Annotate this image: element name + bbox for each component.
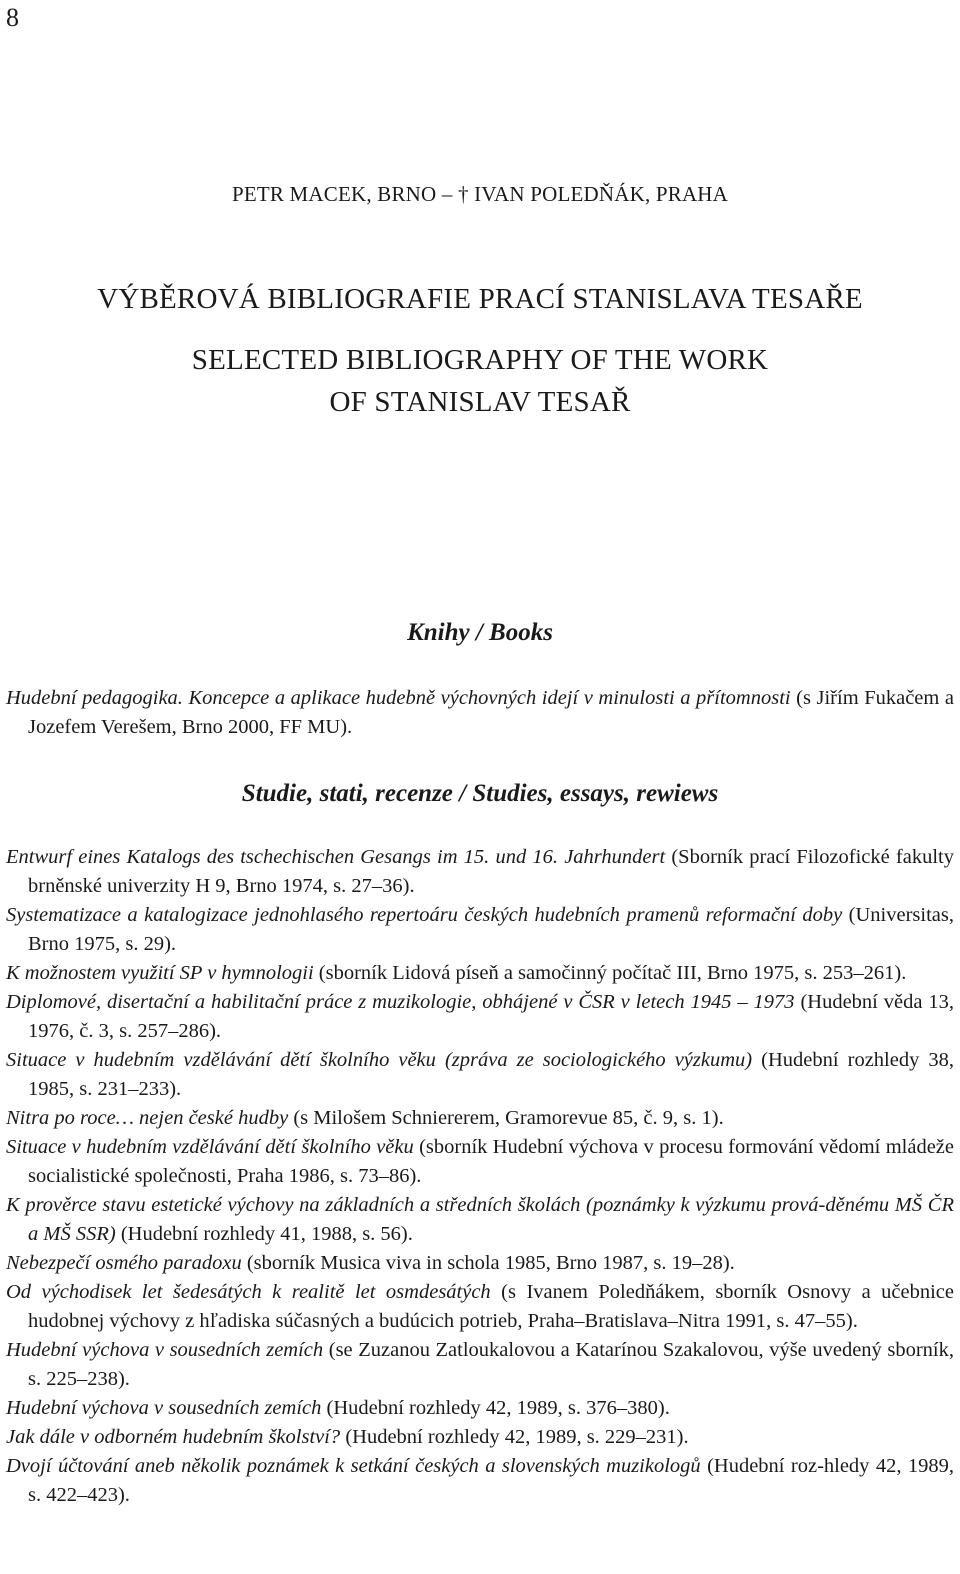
- page-number: 8: [6, 3, 19, 32]
- entry-title: Systematizace a katalogizace jednohlasého repertoáru českých hudebních pramenů reformační doby: [6, 904, 843, 926]
- study-entry: [6, 1278, 954, 1336]
- study-entry: [6, 988, 954, 1046]
- study-entry: [6, 901, 954, 959]
- entry-details: (Universitas, Brno 1975, s. 29).: [28, 904, 954, 955]
- study-entry: [6, 1423, 954, 1452]
- study-entry: [6, 1046, 954, 1104]
- entry-details: (Hudební rozhledy 38, 1985, s. 231–233).: [28, 1049, 954, 1100]
- entry-title: Od východisek let šedesátých k realitě let osmdesátých: [6, 1281, 491, 1303]
- entry-title: Situace v hudebním vzdělávání dětí školního věku (zpráva ze sociologického výzkumu): [6, 1049, 753, 1071]
- books-heading: Knihy / Books: [407, 619, 553, 646]
- entry-details: (s Ivanem Poledňákem, sborník Osnovy a učebnice hudobnej výchovy z hľadiska súčasných a budúcich potrieb, Praha–Bratislava–Nitra 1991, s. 47–55).: [28, 1281, 954, 1332]
- entry-title: K prověrce stavu estetické výchovy na základních a středních školách (poznámky k výzkumu prová-děnému MŠ ČR a MŠ SSR): [6, 1194, 954, 1245]
- authors-line: PETR MACEK, BRNO – † IVAN POLEDŇÁK, PRAHA: [231, 182, 729, 206]
- study-entry: [6, 1191, 954, 1249]
- entry-title: Dvojí účtování aneb několik poznámek k setkání českých a slovenských muzikologů: [6, 1455, 701, 1477]
- study-entry: [6, 1452, 954, 1510]
- books-list: [6, 684, 954, 742]
- title-czech: VÝBĚROVÁ BIBLIOGRAFIE PRACÍ STANISLAVA TESAŘE: [97, 283, 863, 315]
- entry-details: (Hudební věda 13, 1976, č. 3, s. 257–286).: [28, 991, 954, 1042]
- entry-title: Diplomové, disertační a habilitační práce z muzikologie, obhájené v ČSR v letech 1945 – 1973: [6, 991, 795, 1013]
- studies-heading: Studie, stati, recenze / Studies, essays, rewiews: [241, 780, 719, 807]
- title-english: [0, 339, 960, 423]
- study-entry: [6, 1336, 954, 1394]
- entry-title: Nitra po roce… nejen české hudby: [6, 1107, 289, 1129]
- entry-details: (Hudební rozhledy 41, 1988, s. 56).: [115, 1223, 413, 1245]
- entry-details: (Hudební rozhledy 42, 1989, s. 229–231).: [340, 1426, 689, 1448]
- entry-details: (sborník Hudební výchova v procesu formování vědomí mládeže socialistické společnosti, Praha 1986, s. 73–86).: [28, 1136, 955, 1187]
- entry-details: (s Jiřím Fukačem a Jozefem Verešem, Brno 2000, FF MU).: [28, 687, 954, 738]
- entry-details: (Hudební roz-hledy 42, 1989, s. 422–423).: [28, 1455, 954, 1506]
- entry-details: (s Milošem Schniererem, Gramorevue 85, č. 9, s. 1).: [288, 1107, 724, 1129]
- entry-title: Situace v hudebním vzdělávání dětí školního věku: [6, 1136, 414, 1158]
- study-entry: [6, 1133, 954, 1191]
- title-english-line-1: SELECTED BIBLIOGRAPHY OF THE WORK: [191, 344, 769, 376]
- study-entry: [6, 959, 954, 988]
- entry-details: (sborník Lidová píseň a samočinný počítač III, Brno 1975, s. 253–261).: [313, 962, 907, 984]
- entry-details: (Hudební rozhledy 42, 1989, s. 376–380).: [321, 1397, 670, 1419]
- studies-list: [6, 843, 954, 1510]
- entry-title: Hudební pedagogika. Koncepce a aplikace hudebně výchovných idejí v minulosti a přítomnosti: [6, 687, 791, 709]
- title-english-line-2: OF STANISLAV TESAŘ: [329, 386, 631, 418]
- entry-title: Hudební výchova v sousedních zemích: [6, 1339, 324, 1361]
- study-entry: [6, 1249, 954, 1278]
- entry-details: (sborník Musica viva in schola 1985, Brno 1987, s. 19–28).: [241, 1252, 735, 1274]
- book-entry: [6, 684, 954, 742]
- study-entry: [6, 1104, 954, 1133]
- study-entry: [6, 1394, 954, 1423]
- entry-title: Entwurf eines Katalogs des tschechischen Gesangs im 15. und 16. Jahrhundert: [6, 846, 666, 868]
- entry-title: Nebezpečí osmého paradoxu: [6, 1252, 242, 1274]
- entry-title: Hudební výchova v sousedních zemích: [6, 1397, 322, 1419]
- study-entry: [6, 843, 954, 901]
- entry-details: (se Zuzanou Zatloukalovou a Katarínou Szakalovou, výše uvedený sborník, s. 225–238).: [28, 1339, 954, 1390]
- entry-title: Jak dále v odborném hudebním školství?: [6, 1426, 341, 1448]
- entry-details: (Sborník prací Filozofické fakulty brněnské univerzity H 9, Brno 1974, s. 27–36).: [28, 846, 954, 897]
- entry-title: K možnostem využití SP v hymnologii: [6, 962, 314, 984]
